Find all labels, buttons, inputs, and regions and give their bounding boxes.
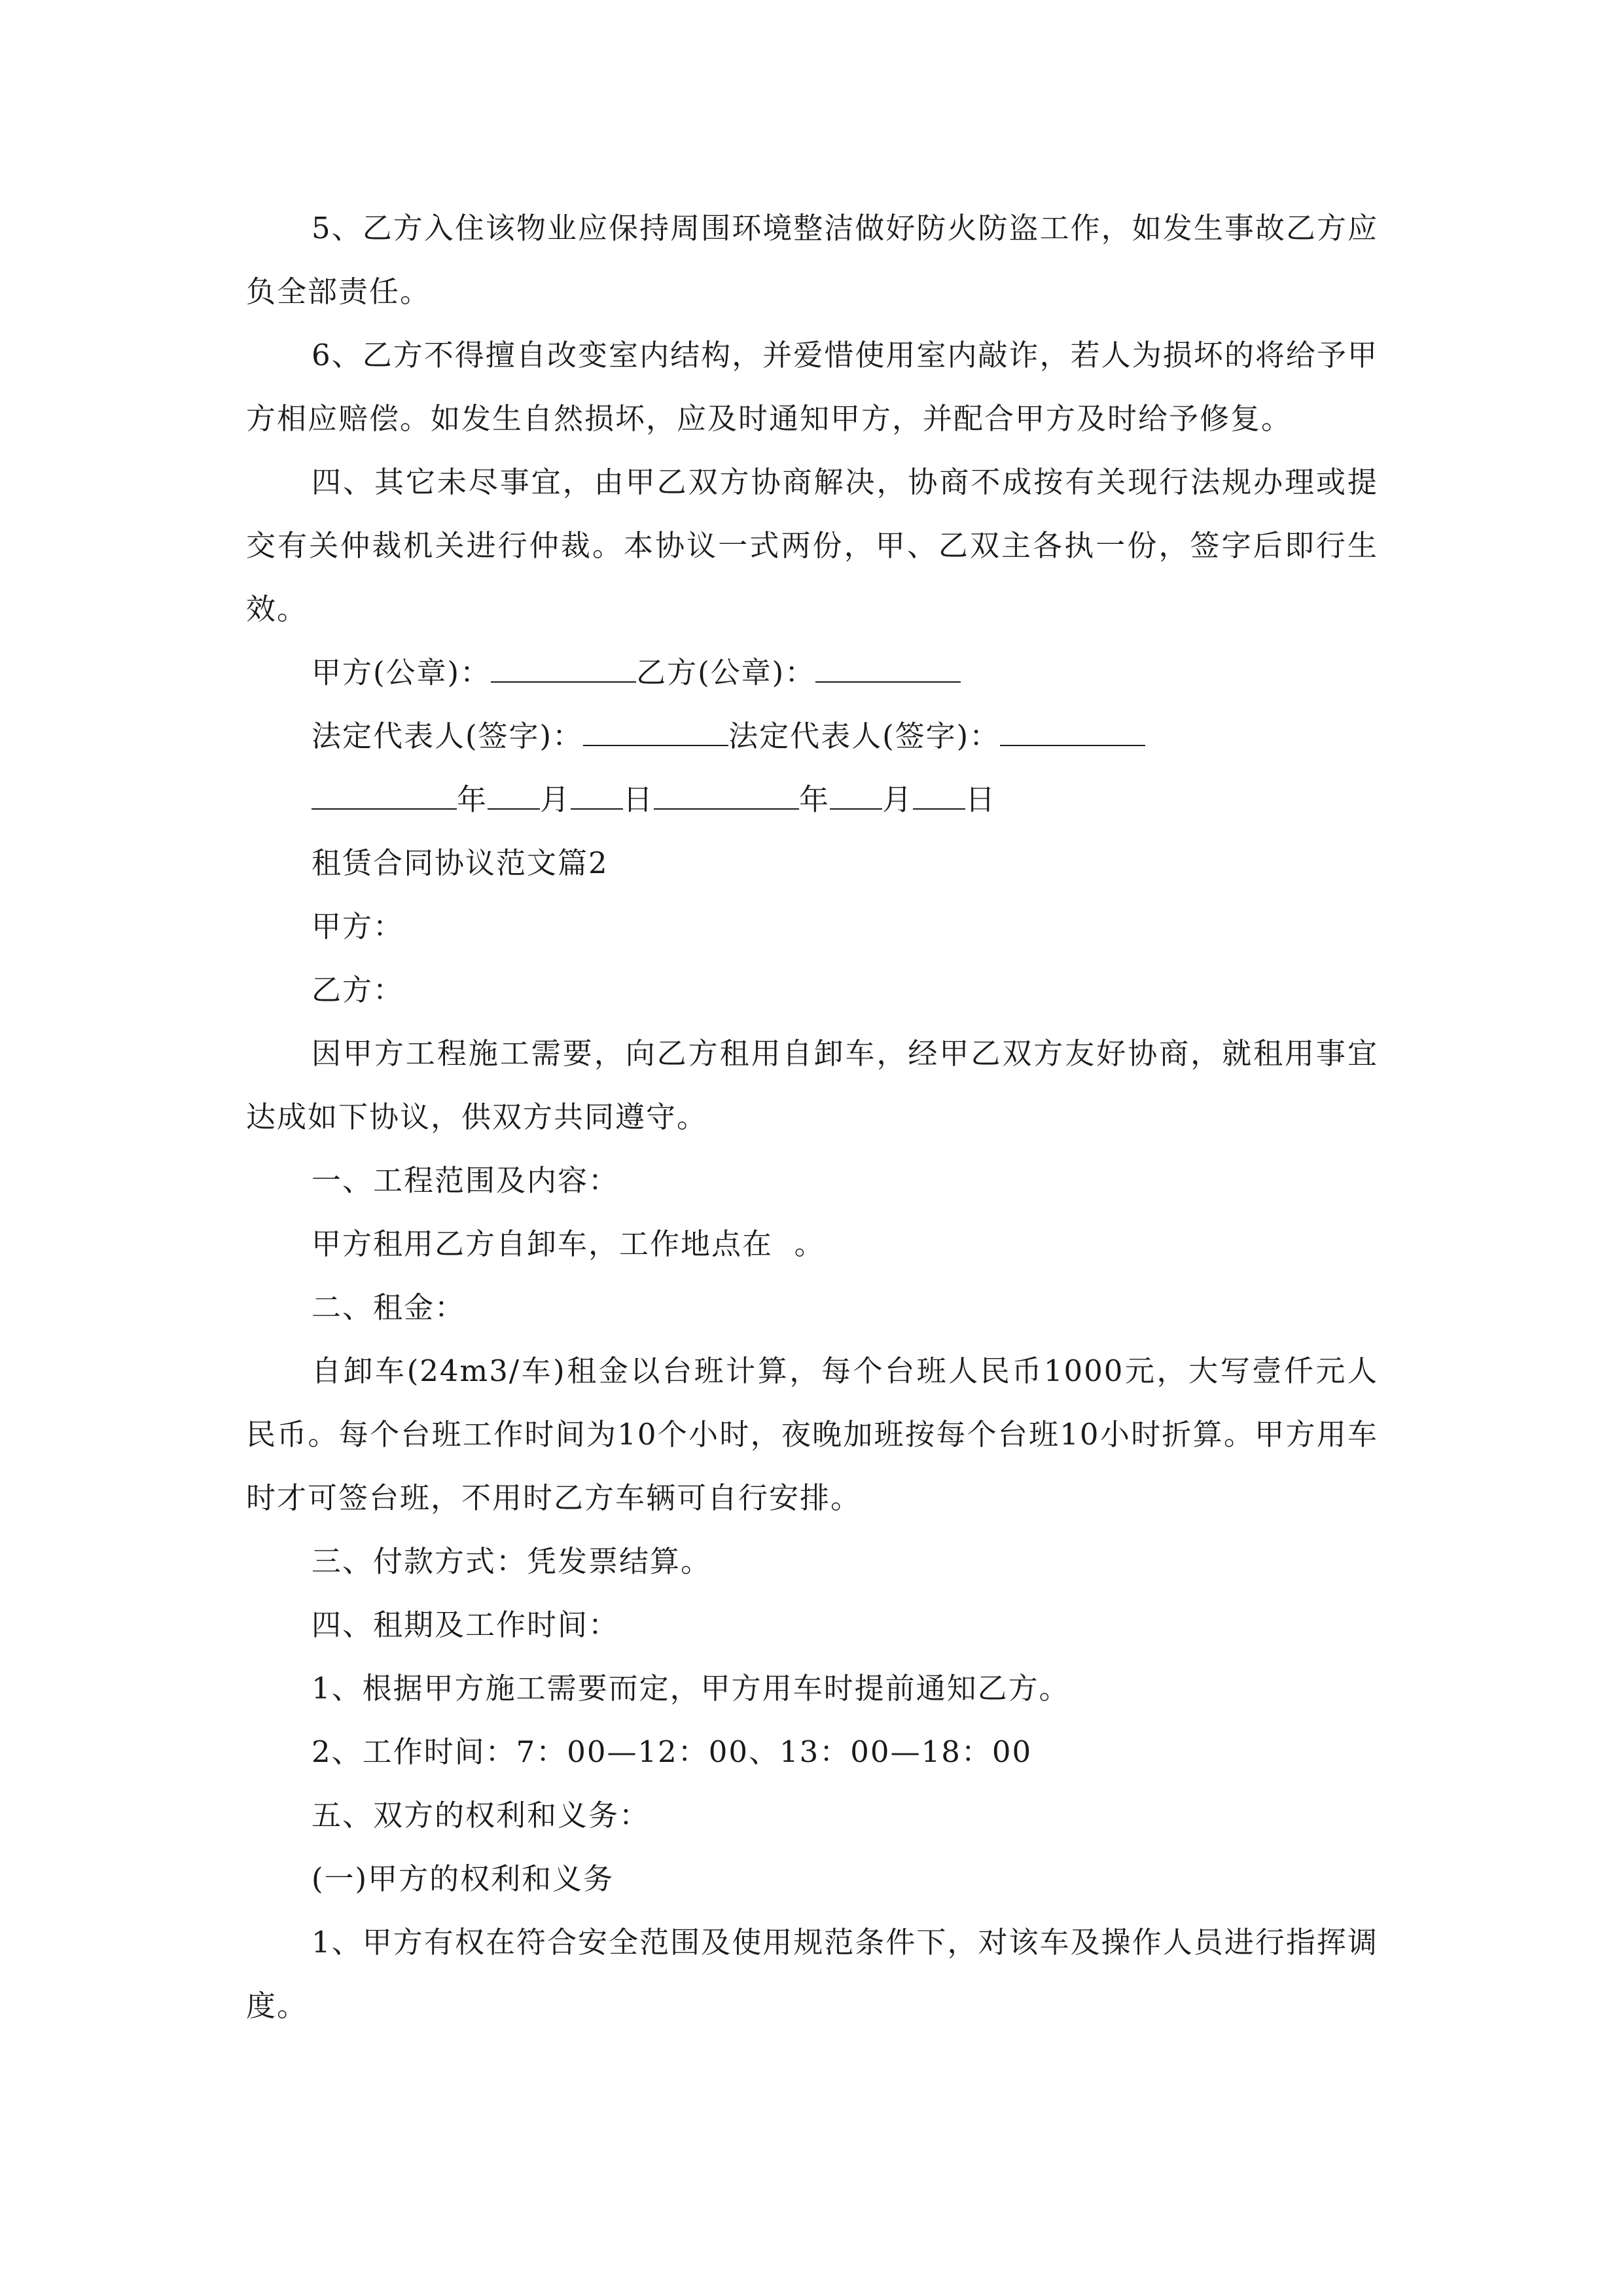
heading-scope: 一、工程范围及内容： bbox=[312, 1163, 620, 1198]
month-a-label: 月 bbox=[540, 782, 571, 817]
section-title: 租赁合同协议范文篇2 bbox=[312, 846, 609, 880]
party-a-seal-blank bbox=[491, 655, 636, 683]
representative-line bbox=[246, 704, 1378, 768]
rep-a-blank bbox=[583, 719, 728, 746]
party-b-seal-blank bbox=[815, 655, 961, 683]
scope-text: 甲方租用乙方自卸车，工作地点在 。 bbox=[312, 1227, 825, 1261]
day-a-label: 日 bbox=[623, 782, 654, 817]
date-line bbox=[246, 768, 1378, 831]
rent-text: 自卸车(24m3/车)租金以台班计算，每个台班人民币1000元，大写壹仟元人民币。每个台班工作时间为10个小时，夜晚加班按每个台班10小时折算。甲方用车时才可签台班，不用时乙方车辆可自行安排。 bbox=[246, 1354, 1378, 1515]
rep-b-label: 法定代表人(签字)： bbox=[728, 719, 1001, 753]
year-a-label: 年 bbox=[457, 782, 488, 817]
heading-rent: 二、租金： bbox=[312, 1290, 466, 1325]
intro-paragraph: 因甲方工程施工需要，向乙方租用自卸车，经甲乙双方友好协商，就租用事宜达成如下协议，供双方共同遵守。 bbox=[246, 1036, 1378, 1134]
month-a-blank bbox=[488, 782, 540, 810]
heading-term: 四、租期及工作时间： bbox=[312, 1607, 620, 1642]
day-b-blank bbox=[913, 782, 965, 810]
party-a-line: 甲方： bbox=[312, 909, 404, 944]
party-b-seal-label: 乙方(公章)： bbox=[636, 655, 816, 690]
clause-6: 6、乙方不得擅自改变室内结构，并爱惜使用室内敲诈，若人为损坏的将给予甲方相应赔偿。如发生自然损坏，应及时通知甲方，并配合甲方及时给予修复。 bbox=[246, 338, 1378, 436]
clause-5: 5、乙方入住该物业应保持周围环境整洁做好防火防盗工作，如发生事故乙方应负全部责任。 bbox=[246, 211, 1378, 309]
document-body bbox=[246, 196, 1378, 2037]
month-b-label: 月 bbox=[882, 782, 914, 817]
term-item-1: 1、根据甲方施工需要而定，甲方用车时提前通知乙方。 bbox=[312, 1671, 1070, 1706]
day-a-blank bbox=[571, 782, 623, 810]
rep-a-label: 法定代表人(签字)： bbox=[312, 719, 584, 753]
term-item-2: 2、工作时间：7：00—12：00、13：00—18：00 bbox=[312, 1734, 1033, 1769]
clause-other-matters: 四、其它未尽事宜，由甲乙双方协商解决，协商不成按有关现行法规办理或提交有关仲裁机关进行仲裁。本协议一式两份，甲、乙双主各执一份，签字后即行生效。 bbox=[246, 465, 1378, 626]
year-b-blank bbox=[654, 782, 799, 810]
heading-rights: 五、双方的权利和义务： bbox=[312, 1798, 651, 1833]
month-b-blank bbox=[830, 782, 882, 810]
subheading-party-a-rights: (一)甲方的权利和义务 bbox=[312, 1861, 615, 1896]
seal-line bbox=[246, 641, 1378, 704]
year-a-blank bbox=[312, 782, 457, 810]
rep-b-blank bbox=[1000, 719, 1145, 746]
rights-item-1: 1、甲方有权在符合安全范围及使用规范条件下，对该车及操作人员进行指挥调度。 bbox=[246, 1925, 1378, 2023]
year-b-label: 年 bbox=[799, 782, 830, 817]
day-b-label: 日 bbox=[965, 782, 997, 817]
party-a-seal-label: 甲方(公章)： bbox=[312, 655, 491, 690]
party-b-line: 乙方： bbox=[312, 973, 404, 1007]
heading-payment: 三、付款方式：凭发票结算。 bbox=[312, 1544, 712, 1579]
